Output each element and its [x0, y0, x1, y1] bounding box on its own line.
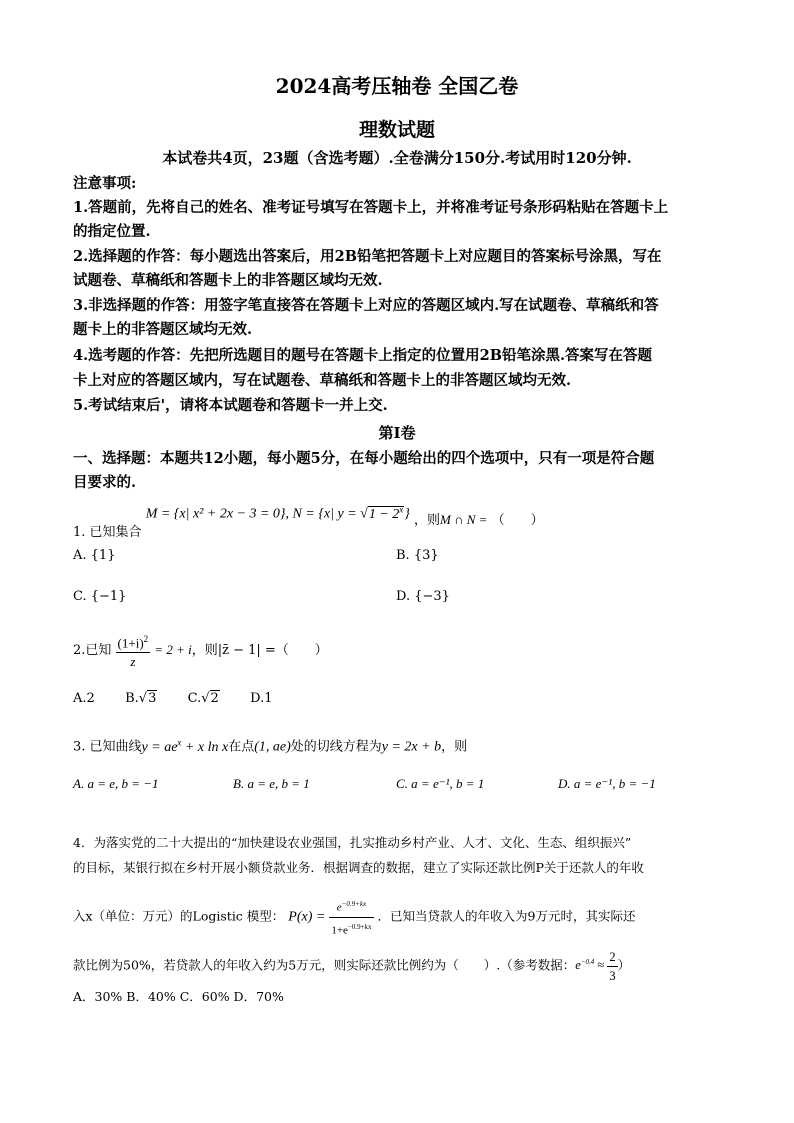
q2-option-b: B.√3: [125, 691, 157, 706]
notice-line: 3.非选择题的作答：用签字笔直接答在答题卡上对应的答题区域内.写在试题卷、草稿纸和答: [73, 297, 659, 314]
q1-suffix: ，则M ∩ N = （ ）: [414, 511, 544, 528]
notice-line: 5.考试结束后'，请将本试题卷和答题卡一并上交.: [73, 397, 388, 414]
q1-option-d: D. {−3}: [396, 589, 450, 604]
exam-intro: 本试卷共4页，23题（含选考题）.全卷满分150分.考试用时120分钟.: [162, 149, 632, 167]
q2-options: [73, 690, 272, 708]
q2-option-a: A.2: [73, 691, 95, 706]
q3-option-b: B. a = e, b = 1: [233, 776, 310, 791]
section-title: 第I卷: [378, 424, 416, 442]
q2-prefix: 2.已知: [73, 643, 112, 659]
q4-options: A．30% B．40% C．60% D．70%: [73, 989, 284, 1004]
q2-ask: ，则|z̄ − 1| =（ ）: [191, 643, 328, 659]
q2-eq: = 2 + i: [154, 642, 192, 658]
exam-subtitle: 理数试题: [358, 119, 435, 141]
question-4-model: 入x（单位：万元）的Logistic 模型： P(x) = $\frac{e^{-0.9+kx}}{1+e^{-0.9+kx}}$ ．已知当贷款人的年收入为9万元时，其实际还: [73, 895, 636, 939]
notice-line: 题卡上的非答题区域均无效.: [73, 321, 253, 338]
q2-option-c: C.√2: [187, 691, 219, 706]
notice-heading: 注意事项:: [73, 175, 137, 192]
question-2: [73, 630, 328, 671]
q1-set-n: , N = {x| $y = √1 - 2^x$}: [285, 504, 410, 522]
q1-radical: $1 - 2^x$: [368, 504, 404, 522]
q1-option-a: A. {1}: [73, 548, 116, 563]
q1-option-c: C. {−1}: [73, 589, 127, 604]
q3-option-a: A. a = e, b = −1: [73, 776, 159, 791]
notice-line: 的指定位置.: [73, 223, 151, 240]
q3-point: (1, ae): [254, 739, 291, 755]
q4-logistic-fraction: $\frac{e^{-0.9+kx}}{1+e^{-0.9+kx}}$: [329, 895, 373, 939]
notice-line: 2.选择题的作答：每小题选出答案后，用2B铅笔把答题卡上对应题目的答案标号涂黑，写在: [73, 248, 662, 265]
q1-set-m: M = {x| x² + 2x − 3 = 0}: [145, 506, 286, 522]
notice-line: 试题卷、草稿纸和答题卡上的非答题区域均无效.: [73, 272, 383, 289]
question-4-line: 4．为落实党的二十大提出的“加快建设农业强国，扎实推动乡村产业、人才、文化、生态、组织振兴”: [73, 835, 632, 850]
q1-prefix: 1. 已知集合: [73, 524, 142, 540]
q3-option-c: C. a = e⁻¹, b = 1: [396, 776, 485, 791]
section-instructions: 一、选择题：本题共12小题，每小题5分，在每小题给出的四个选项中，只有一项是符合题: [73, 450, 655, 467]
notice-line: 卡上对应的答题区域内，写在试题卷、草稿纸和答题卡上的非答题区域均无效.: [73, 372, 572, 389]
q1-set-n-a: , N = {x| y =: [285, 506, 361, 522]
notice-line: 1.答题前，先将自己的姓名、准考证号填写在答题卡上，并将准考证号条形码粘贴在答题卡上: [73, 199, 669, 216]
q2-option-d: D.1: [250, 691, 273, 706]
q3-option-d: D. a = e⁻¹, b = −1: [558, 776, 656, 791]
q1-option-b: B. {3}: [396, 548, 439, 563]
section-instructions: 目要求的.: [73, 474, 137, 491]
question-3: 3. 已知曲线$y = ae^x + x$ ln x在点(1, ae)处的切线方程为y = 2x + b，则: [73, 737, 468, 755]
q4-ref-fraction: $\frac{2}{3}$: [609, 950, 616, 983]
notice-line: 4.选考题的作答：先把所选题目的题号在答题卡上指定的位置用2B铅笔涂黑.答案写在答题: [73, 347, 653, 364]
question-1: [73, 500, 544, 540]
question-4-ask: 款比例为50%，若贷款人的年收入约为5万元，则实际还款比例约为（ ）.（参考数据：$e^{-0.4}$ ≈ $\frac{2}{3}$ ）: [73, 950, 631, 983]
exam-title: 2024高考压轴卷 全国乙卷: [275, 74, 519, 98]
question-4-line: 的目标，某银行拟在乡村开展小额贷款业务．根据调查的数据，建立了实际还款比例P关于还款人的年收: [73, 860, 644, 875]
q3-curve: $y = ae^x + x$ ln x: [141, 737, 229, 755]
q2-fraction: $\frac{(1+i)^2}{z}$: [116, 630, 151, 671]
q3-tangent: y = 2x + b: [381, 739, 442, 755]
q4-reference: $e^{-0.4}$ ≈ $\frac{2}{3}$: [575, 950, 616, 983]
